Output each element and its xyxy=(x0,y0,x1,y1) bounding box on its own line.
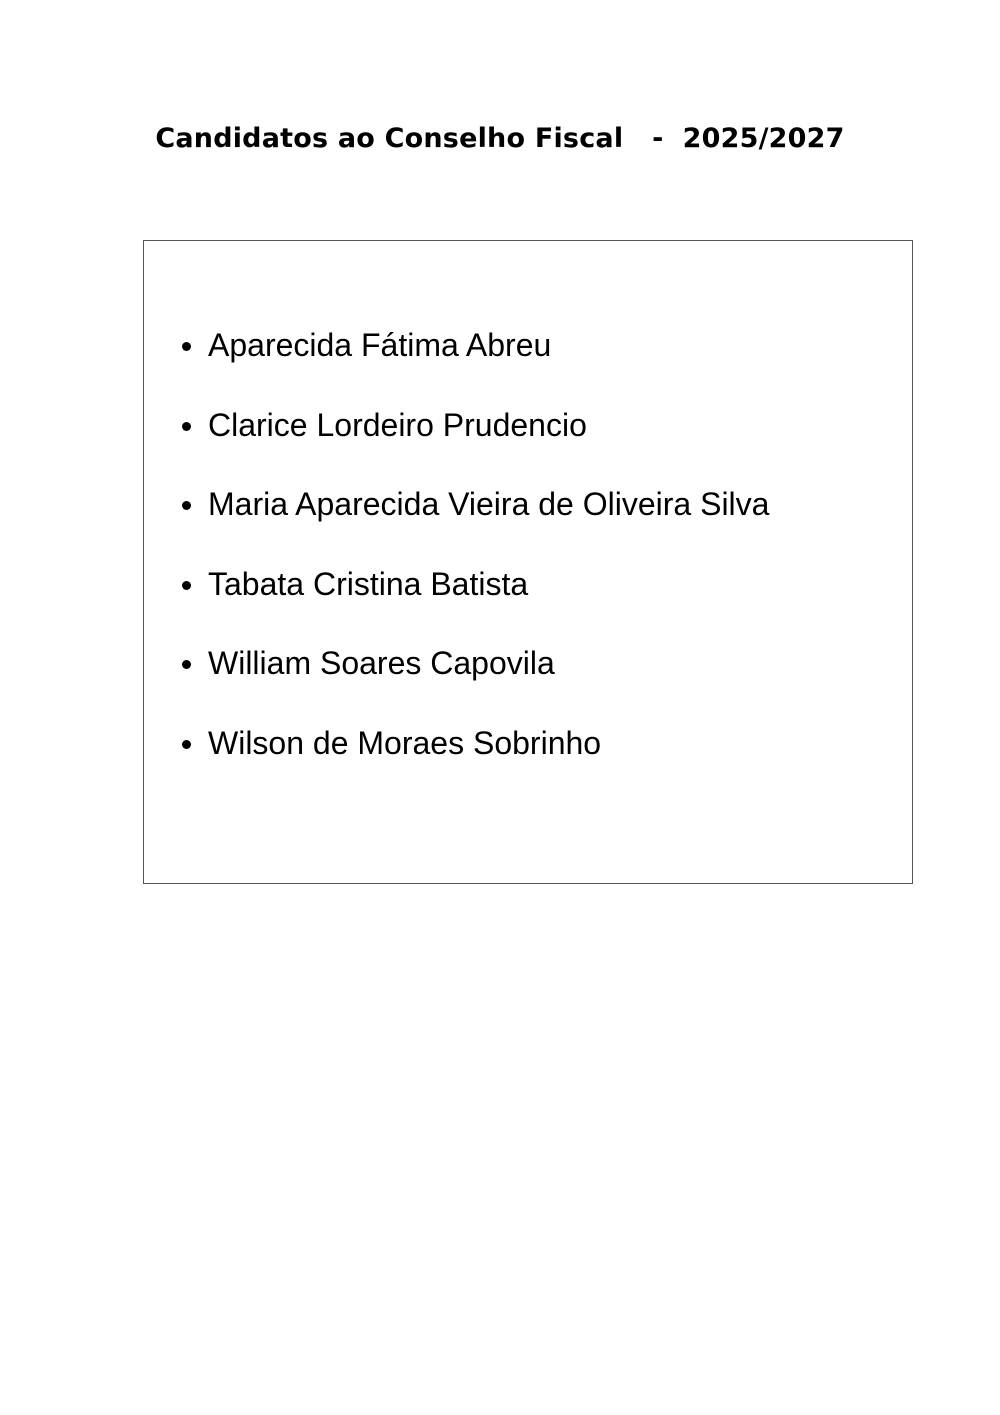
page-title: Candidatos ao Conselho Fiscal - 2025/2027 xyxy=(155,123,845,154)
bullet-icon xyxy=(182,501,191,510)
bullet-icon xyxy=(182,342,191,351)
candidates-list xyxy=(144,325,912,803)
candidate-name: Maria Aparecida Vieira de Oliveira Silva xyxy=(208,486,770,523)
candidates-box xyxy=(143,240,913,884)
list-item xyxy=(144,484,912,564)
list-item xyxy=(144,325,912,405)
list-item xyxy=(144,643,912,723)
bullet-icon xyxy=(182,581,191,590)
list-item xyxy=(144,405,912,485)
list-item xyxy=(144,564,912,644)
bullet-icon xyxy=(182,422,191,431)
candidate-name: Clarice Lordeiro Prudencio xyxy=(208,406,587,443)
list-item xyxy=(144,723,912,803)
candidate-name: Wilson de Moraes Sobrinho xyxy=(208,724,602,761)
candidate-name: William Soares Capovila xyxy=(208,645,555,682)
candidate-name: Tabata Cristina Batista xyxy=(208,565,529,602)
bullet-icon xyxy=(182,660,191,669)
candidate-name: Aparecida Fátima Abreu xyxy=(208,327,552,363)
bullet-icon xyxy=(182,740,191,749)
